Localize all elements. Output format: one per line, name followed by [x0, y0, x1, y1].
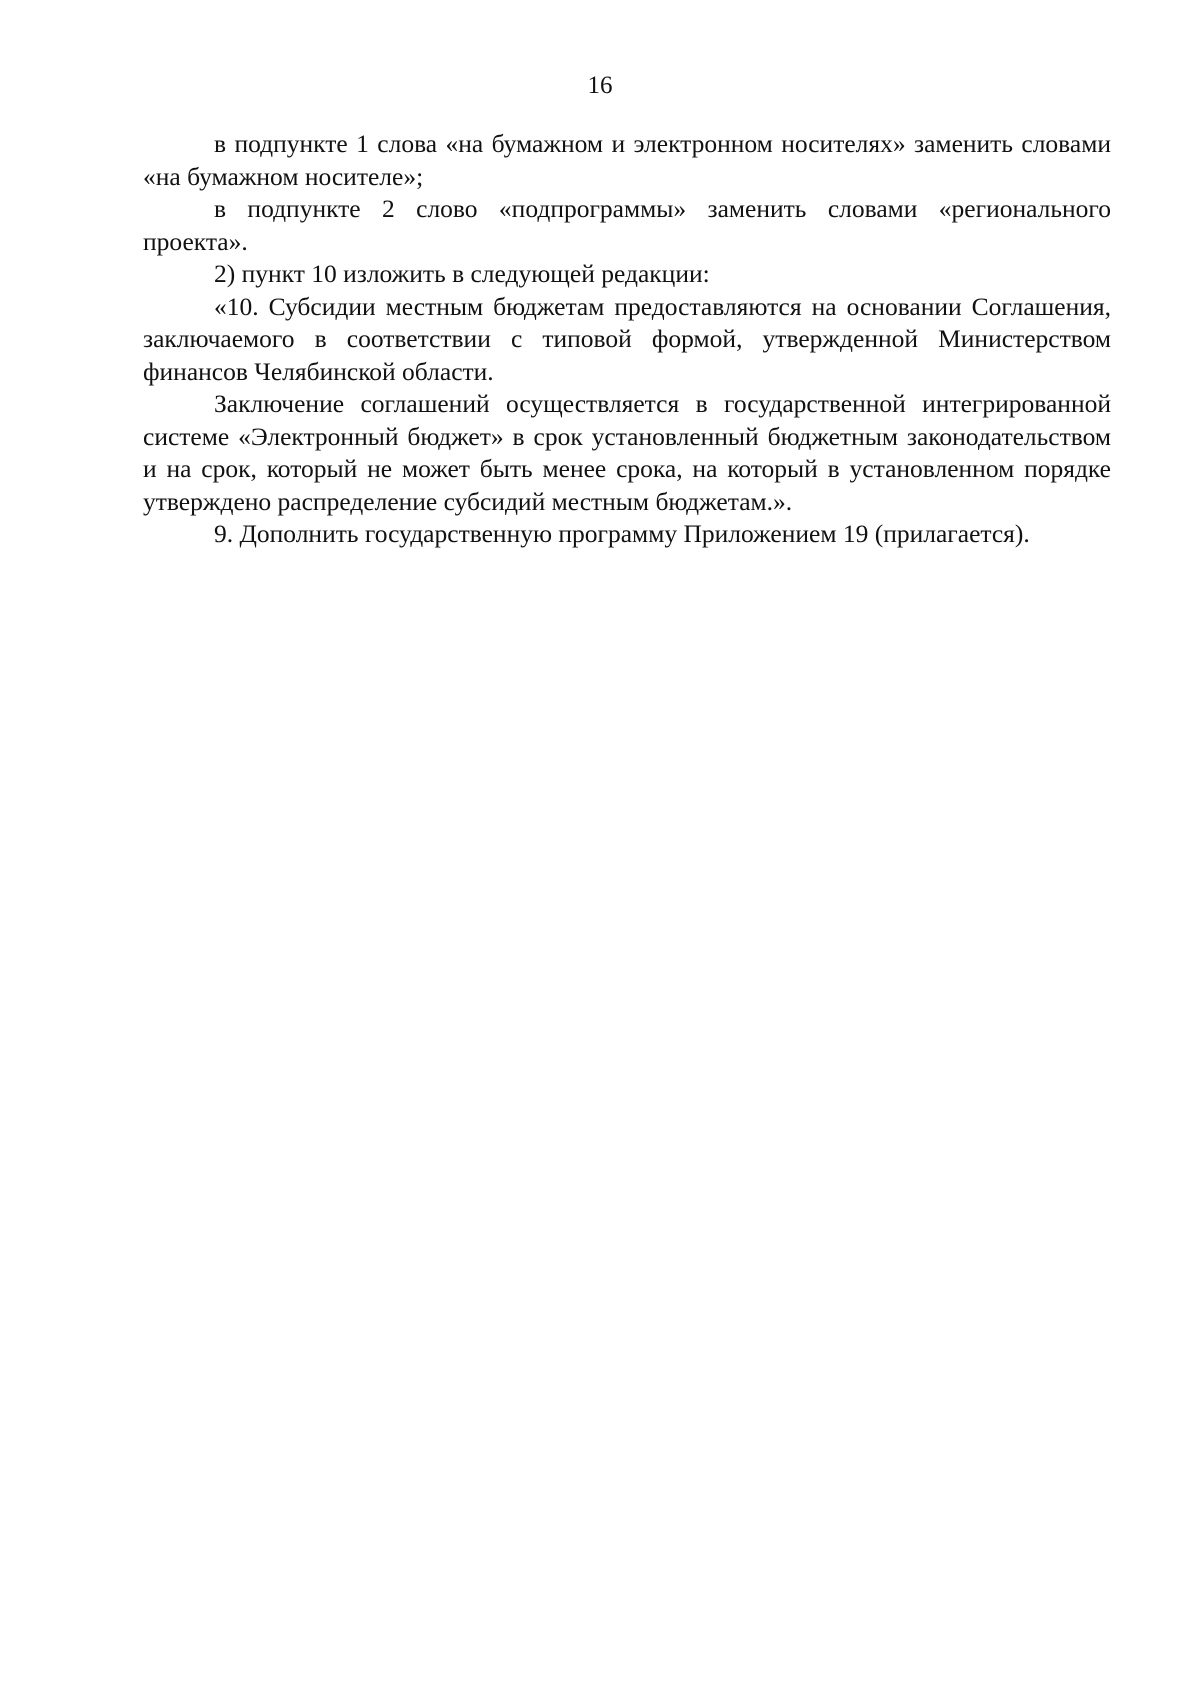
- paragraph-agreements: Заключение соглашений осуществляется в государственной интегрированной системе «Электронный бюджет» в срок установленный бюджетным законодательством и на срок, который не может быть менее срока, на который в установленном порядке утверждено распределение субсидий местным бюджетам.».: [143, 389, 1111, 516]
- document-body: [143, 128, 1111, 551]
- paragraph-item-10-text: «10. Субсидии местным бюджетам предоставляются на основании Соглашения, заключаемого в соответствии с типовой формой, утвержденной Министерством финансов Челябинской области.: [143, 291, 1111, 386]
- paragraph-item-9: 9. Дополнить государственную программу Приложением 19 (прилагается).: [214, 519, 1030, 548]
- paragraph-subitem-2: в подпункте 2 слово «подпрограммы» заменить словами «регионального проекта».: [143, 194, 1111, 256]
- paragraph-item-10-intro: 2) пункт 10 изложить в следующей редакции:: [214, 259, 710, 288]
- page-number: 16: [587, 72, 613, 99]
- paragraph-subitem-1: в подпункте 1 слова «на бумажном и электронном носителях» заменить словами «на бумажном носителе»;: [143, 129, 1111, 191]
